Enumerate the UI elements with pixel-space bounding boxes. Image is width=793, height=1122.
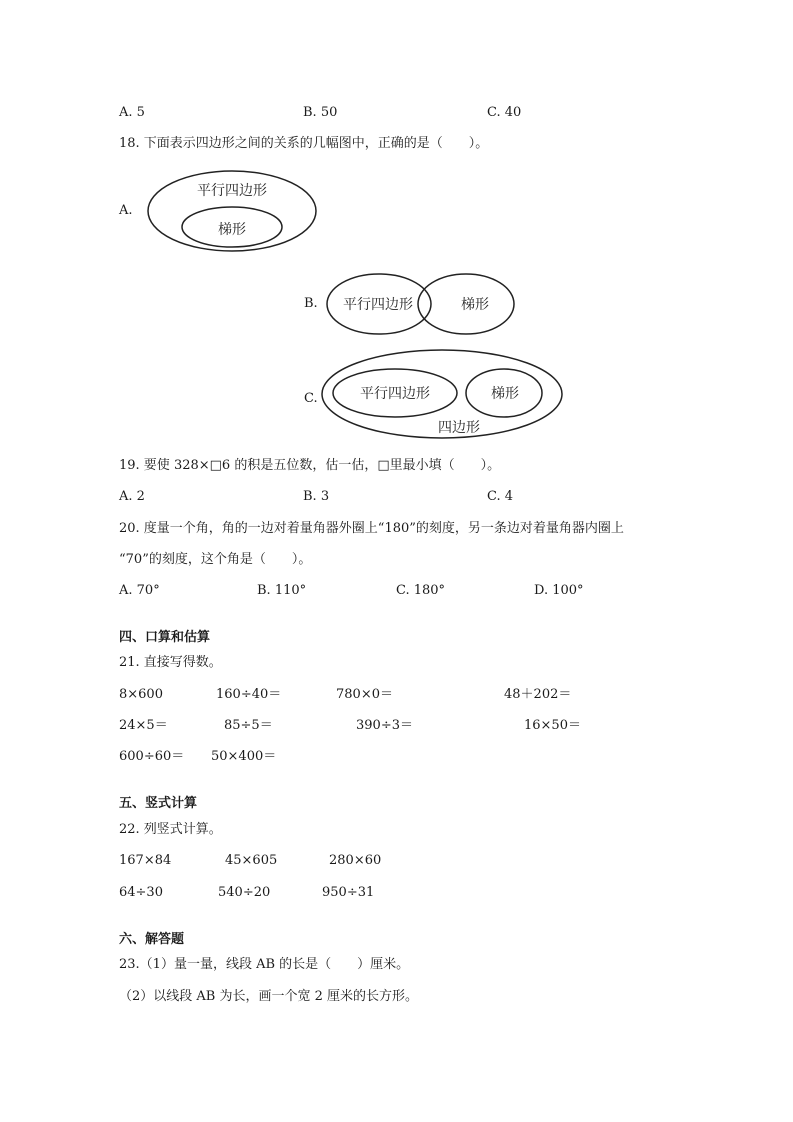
q22-item: 64÷30 [119, 885, 163, 900]
q20-question-line2: “70”的刻度，这个角是（ ）。 [119, 552, 312, 567]
q21-item: 50×400＝ [211, 749, 277, 764]
q20-option-a: A. 70° [119, 583, 160, 598]
q21-item: 48＋202＝ [504, 687, 572, 702]
q17-option-c: C. 40 [487, 105, 522, 120]
q22-item: 45×605 [225, 853, 278, 868]
q18-b-right-label: 梯形 [461, 297, 489, 313]
q18-a-outer-label: 平行四边形 [197, 183, 267, 199]
q21-item: 780×0＝ [336, 687, 393, 702]
q20-option-b: B. 110° [257, 583, 307, 598]
q21-item: 24×5＝ [119, 718, 168, 733]
q18-c-left-label: 平行四边形 [360, 386, 430, 402]
q18-a-inner-label: 梯形 [218, 222, 246, 238]
q21-item: 600÷60＝ [119, 749, 185, 764]
q18-b-left-label: 平行四边形 [343, 297, 413, 313]
q21-item: 8×600 [119, 687, 163, 702]
q21-item: 160÷40＝ [216, 687, 282, 702]
q22-item: 950÷31 [322, 885, 375, 900]
q23-part1: 23.（1）量一量，线段 AB 的长是（ ）厘米。 [119, 957, 410, 972]
section4-title: 四、口算和估算 [119, 630, 211, 645]
q22-item: 167×84 [119, 853, 172, 868]
q22-item: 280×60 [329, 853, 382, 868]
q17-option-b: B. 50 [303, 105, 338, 120]
q22-item: 540÷20 [218, 885, 271, 900]
section6-title: 六、解答题 [119, 932, 185, 947]
q18-diagram-c [320, 348, 570, 442]
q20-option-d: D. 100° [534, 583, 584, 598]
q18-c-outer-label: 四边形 [438, 420, 480, 436]
q18-diagram-a [140, 165, 325, 259]
q18-question: 18. 下面表示四边形之间的关系的几幅图中，正确的是（ ）。 [119, 136, 489, 151]
q22-prompt: 22. 列竖式计算。 [119, 822, 222, 837]
q19-option-a: A. 2 [119, 489, 145, 504]
q19-option-b: B. 3 [303, 489, 330, 504]
q20-option-c: C. 180° [396, 583, 446, 598]
section5-title: 五、竖式计算 [119, 796, 198, 811]
q21-item: 85÷5＝ [224, 718, 273, 733]
q20-question-line1: 20. 度量一个角，角的一边对着量角器外圈上“180”的刻度，另一条边对着量角器内圈上 [119, 521, 624, 536]
q21-item: 390÷3＝ [356, 718, 413, 733]
q18-option-a-label: A. [119, 203, 133, 218]
q19-question: 19. 要使 328×□6 的积是五位数，估一估，□里最小填（ ）。 [119, 458, 501, 473]
q21-prompt: 21. 直接写得数。 [119, 655, 222, 670]
q21-item: 16×50＝ [524, 718, 581, 733]
q18-option-c-label: C. [304, 391, 318, 406]
q18-option-b-label: B. [304, 296, 318, 311]
q18-diagram-b [322, 270, 522, 340]
q23-part2: （2）以线段 AB 为长，画一个宽 2 厘米的长方形。 [119, 989, 419, 1004]
q19-option-c: C. 4 [487, 489, 514, 504]
q18-c-right-label: 梯形 [491, 386, 519, 402]
q17-option-a: A. 5 [119, 105, 145, 120]
